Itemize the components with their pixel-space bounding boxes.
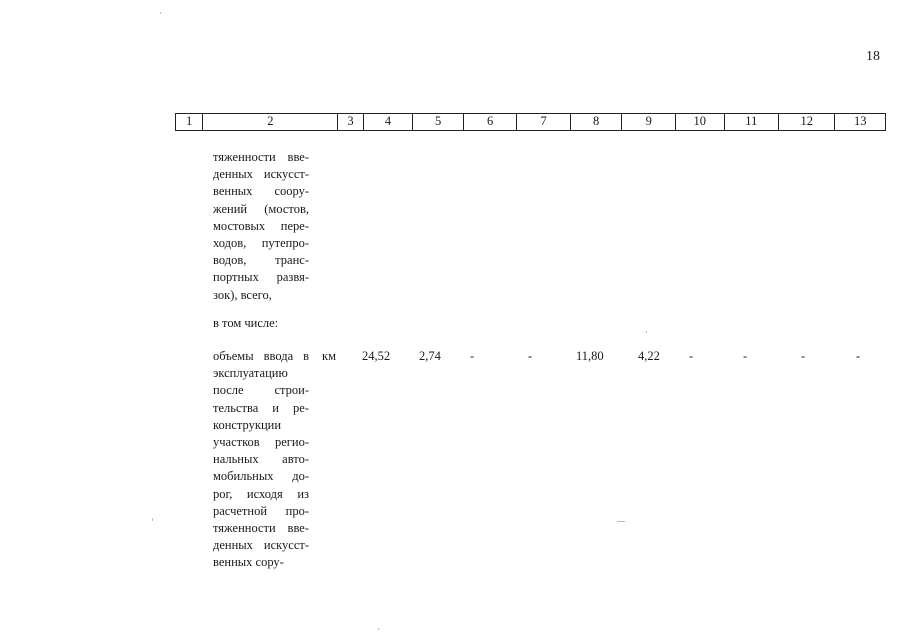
value-cell-col8: 11,80	[576, 349, 604, 363]
description-line: портных развя-	[213, 270, 309, 285]
description-line: расчетной про-	[213, 503, 309, 518]
scan-speck	[617, 521, 625, 522]
description-line: денных искусст-	[213, 167, 309, 182]
header-cell-13: 13	[834, 114, 886, 130]
scan-speck	[152, 518, 153, 521]
scan-speck	[160, 12, 161, 14]
description-line: рог, исходя из	[213, 486, 309, 501]
header-cell-4: 4	[363, 114, 413, 130]
header-cell-5: 5	[412, 114, 463, 130]
header-cell-12: 12	[778, 114, 834, 130]
description-line: конструкции	[213, 417, 282, 432]
unit-cell: км	[322, 349, 336, 363]
scan-speck	[378, 628, 379, 630]
description-block-commissioning	[213, 348, 309, 572]
header-cell-10: 10	[675, 114, 724, 130]
value-cell-col7: -	[528, 349, 533, 363]
description-line: эксплуатацию	[213, 366, 288, 381]
value-cell-col10: -	[689, 349, 694, 363]
description-line: мостовых пере-	[213, 218, 309, 233]
page-number: 18	[866, 49, 880, 64]
header-cell-9: 9	[621, 114, 675, 130]
description-block-continued	[213, 149, 309, 304]
value-cell-col4: 24,52	[362, 349, 391, 363]
header-cell-6: 6	[463, 114, 517, 130]
description-line: зок), всего,	[213, 287, 272, 302]
header-cell-7: 7	[516, 114, 570, 130]
description-line: ходов, путепро-	[213, 236, 309, 251]
description-line: объемы ввода в	[213, 349, 309, 363]
description-line: денных искусст-	[213, 538, 309, 553]
header-cell-3: 3	[337, 114, 362, 130]
header-cell-1: 1	[175, 114, 202, 130]
value-cell-col11: -	[743, 349, 748, 363]
including-label: в том числе:	[213, 316, 279, 330]
description-line: мобильных до-	[213, 469, 309, 484]
description-line: тяженности вве-	[213, 150, 309, 164]
description-line: тельства и ре-	[213, 400, 309, 415]
description-line: венных сору-	[213, 555, 284, 570]
value-cell-col5: 2,74	[419, 349, 441, 363]
description-line: тяженности вве-	[213, 521, 309, 536]
description-line: жений (мостов,	[213, 201, 309, 216]
value-cell-col9: 4,22	[638, 349, 660, 363]
description-line: после строи-	[213, 383, 309, 398]
value-cell-col12: -	[801, 349, 806, 363]
description-line: участков регио-	[213, 435, 309, 450]
value-cell-col6: -	[470, 349, 475, 363]
value-cell-col13: -	[856, 349, 861, 363]
table-header-row	[175, 113, 886, 131]
header-cell-8: 8	[570, 114, 622, 130]
header-cell-11: 11	[724, 114, 778, 130]
scan-speck	[646, 331, 647, 333]
header-cell-2: 2	[202, 114, 337, 130]
description-line: нальных авто-	[213, 452, 309, 467]
description-line: водов, транс-	[213, 253, 309, 268]
description-line: венных соору-	[213, 184, 309, 199]
